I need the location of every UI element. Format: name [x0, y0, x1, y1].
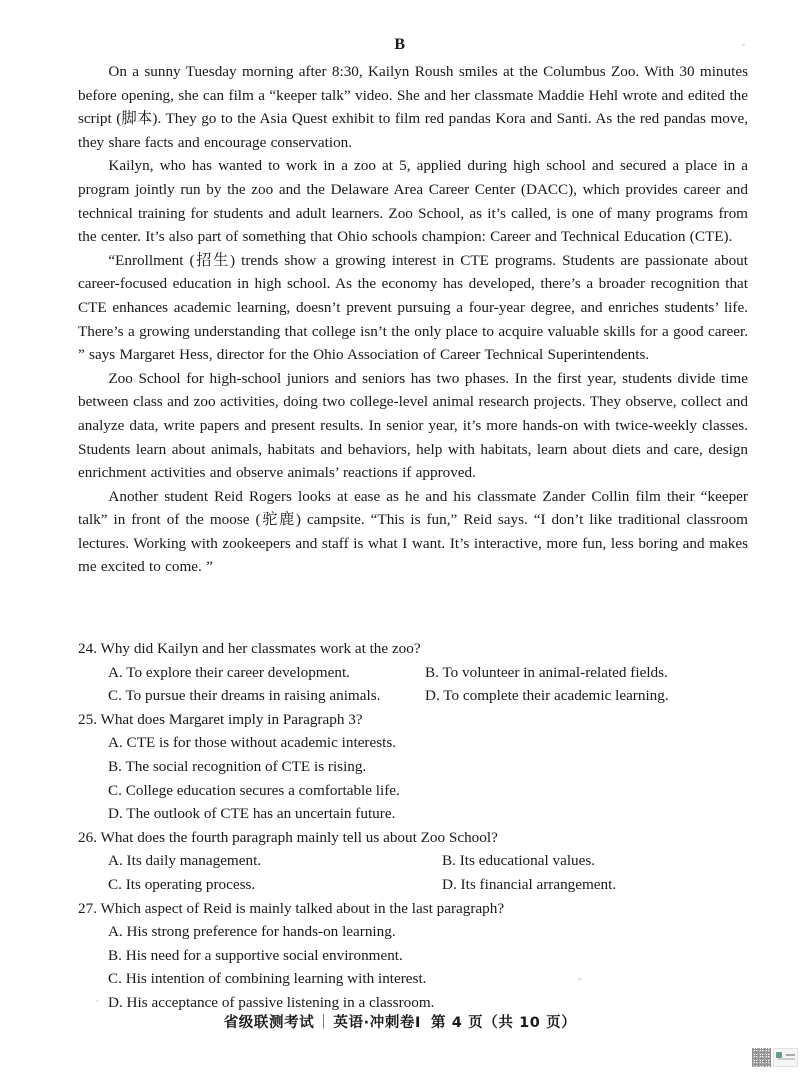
question-24-option-d[interactable]: D. To complete their academic learning.	[425, 687, 669, 705]
question-25-option-c[interactable]: C. College education secures a comfortable life.	[108, 781, 400, 799]
question-26-option-d[interactable]: D. Its financial arrangement.	[442, 875, 617, 893]
page-footer	[0, 1011, 800, 1032]
question-24-options-row-2	[78, 684, 748, 708]
passage-paragraph-5: Another student Reid Rogers looks at ease as he and his classmate Zander Collin film their “keeper talk” in front of the moose (驼鹿) campsite. “This is fun,” Reid says. “I don’t like traditional classroom lectures. Working with zookeepers and staff is what I want. It’s interactive, more fun, less boring and makes me excited to come. ”	[78, 487, 748, 576]
scan-speckle-2	[578, 978, 581, 980]
question-26-stem: 26. What does the fourth paragraph mainly tell us about Zoo School?	[78, 828, 498, 846]
passage-paragraph-4: Zoo School for high-school juniors and seniors has two phases. In the first year, students divide time between class and zoo activities, doing two college-level animal research projects. They observe, collect and analyze data, write papers and present results. In senior year, it’s more hands-on with twice-weekly classes. Students learn about animals, habitats and behaviors, help with habitats, learn about diets and care, design enrichment activities and observe animals’ reactions if approved.	[78, 369, 748, 482]
watermark-text-line-2	[778, 1058, 795, 1060]
question-25	[78, 708, 748, 826]
question-27-option-a[interactable]: A. His strong preference for hands-on learning.	[108, 923, 396, 941]
footer-subject: 英语·冲刺卷Ⅰ	[333, 1015, 422, 1031]
footer-page-number: 第 4 页（共 10 页）	[431, 1015, 577, 1031]
question-24-stem: 24. Why did Kailyn and her classmates work at the zoo?	[78, 640, 421, 657]
question-24-option-a[interactable]: A. To explore their career development.	[108, 663, 350, 681]
question-27-option-b[interactable]: B. His need for a supportive social environment.	[108, 946, 403, 964]
passage-paragraph-3: “Enrollment (招生) trends show a growing interest in CTE programs. Students are passionate about career-focused education in high school. As the economy has developed, there’s a broader recognition that CTE enhances academic learning, doesn’t prevent pursuing a four-year degree, and enriches students’ life. There’s a growing understanding that college isn’t the only place to acquire valuable skills for a good career. ” says Margaret Hess, director for the Ohio Association of Career Technical Superintendents.	[78, 251, 748, 364]
question-25-option-a[interactable]: A. CTE is for those without academic interests.	[108, 734, 397, 752]
question-25-stem: 25. What does Margaret imply in Paragraph 3?	[78, 710, 363, 728]
watermark-label-card	[773, 1048, 798, 1067]
question-list	[78, 637, 748, 1015]
scan-speckle-3	[96, 1000, 98, 1002]
question-26-option-c[interactable]: C. Its operating process.	[108, 875, 256, 893]
question-25-option-d[interactable]: D. The outlook of CTE has an uncertain future.	[108, 805, 396, 823]
question-24	[78, 637, 748, 708]
reading-passage	[78, 60, 748, 579]
question-26-options-row-2	[78, 873, 748, 897]
question-27-option-c[interactable]: C. His intention of combining learning with interest.	[108, 970, 427, 988]
question-24-options-row-1	[78, 661, 748, 685]
passage-paragraph-2: Kailyn, who has wanted to work in a zoo at 5, applied during high school and secured a place in a program jointly run by the zoo and the Delaware Area Career Center (DACC), which provides career and technical training for students and adult learners. Zoo School, as it’s called, is one of many programs from the center. It’s also part of something that Ohio schools champion: Career and Technical Education (CTE).	[78, 157, 748, 246]
question-26-option-b[interactable]: B. Its educational values.	[442, 852, 596, 870]
question-26	[78, 826, 748, 897]
question-27	[78, 897, 748, 1015]
question-27-option-d[interactable]: D. His acceptance of passive listening in a classroom.	[108, 993, 435, 1011]
scan-speckle-1	[742, 44, 745, 46]
footer-separator: ｜	[316, 1015, 332, 1031]
question-27-stem: 27. Which aspect of Reid is mainly talked about in the last paragraph?	[78, 899, 505, 917]
section-letter-heading: B	[394, 36, 406, 53]
question-24-option-c[interactable]: C. To pursue their dreams in raising animals.	[108, 687, 381, 705]
footer-exam-title: 省级联测考试	[223, 1015, 315, 1031]
qr-code-icon	[752, 1048, 771, 1067]
passage-paragraph-1: On a sunny Tuesday morning after 8:30, Kailyn Roush smiles at the Columbus Zoo. With 30 minutes before opening, she can film a “keeper talk” video. She and her classmate Maddie Hehl wrote and edited the script (脚本). They go to the Asia Quest exhibit to film red pandas Kora and Santi. As the red pandas move, they share facts and encourage conservation.	[78, 63, 748, 151]
watermark-badge	[752, 1046, 798, 1068]
question-25-option-b[interactable]: B. The social recognition of CTE is rising.	[108, 757, 367, 775]
question-26-options-row-1	[78, 849, 748, 873]
watermark-logo-icon	[776, 1052, 782, 1058]
question-24-option-b[interactable]: B. To volunteer in animal-related fields.	[425, 663, 668, 681]
question-26-option-a[interactable]: A. Its daily management.	[108, 852, 262, 870]
watermark-text-line-1	[786, 1054, 795, 1056]
